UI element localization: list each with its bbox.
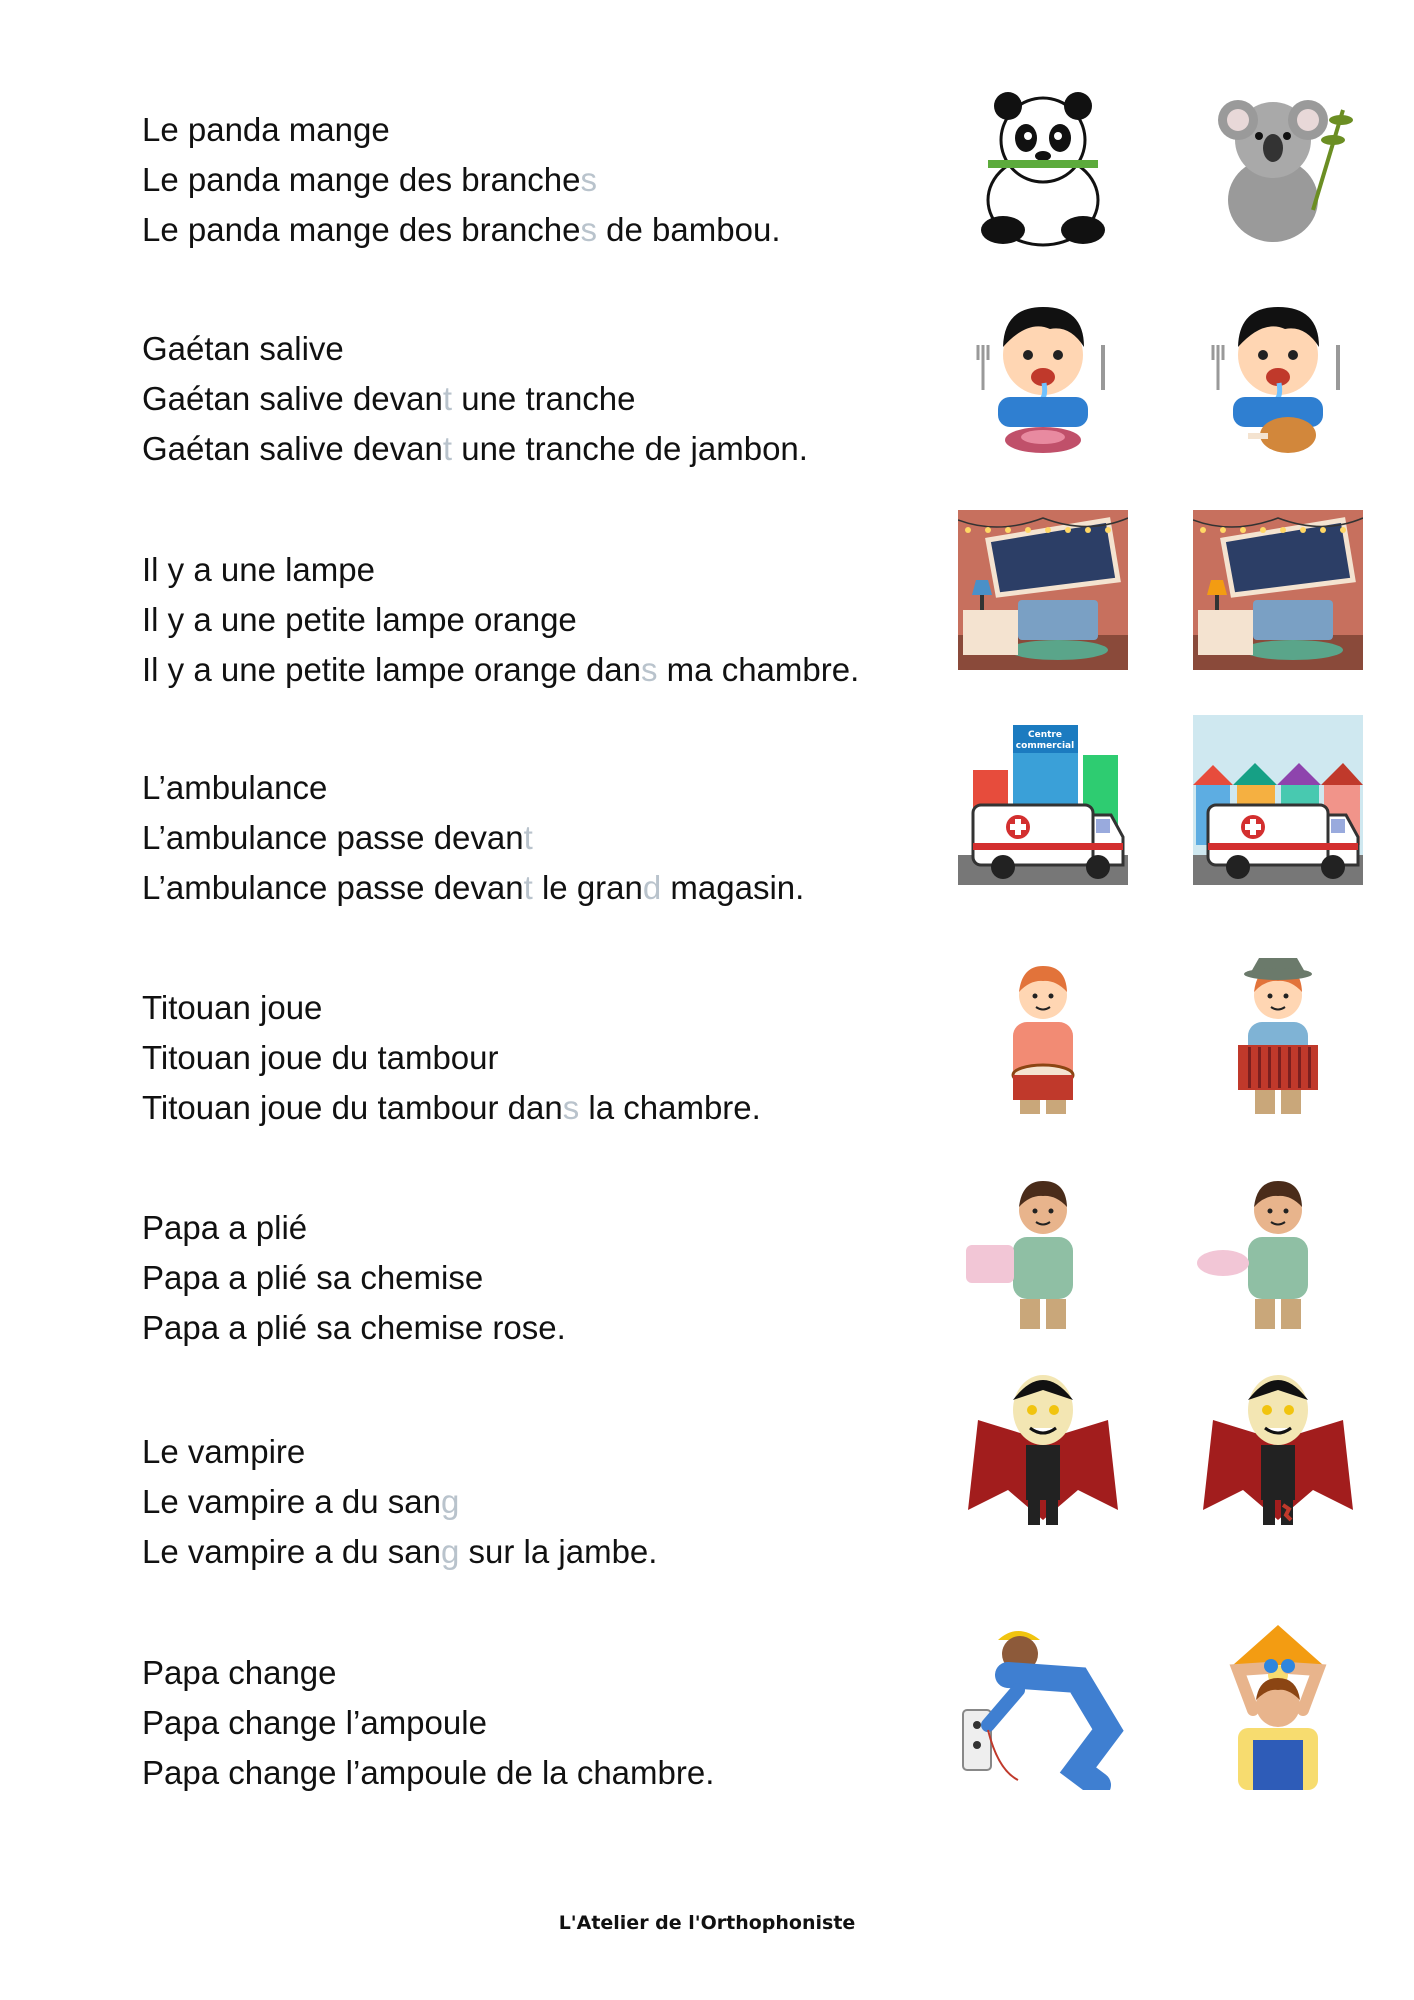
man-holding-pink-sweater-icon: [958, 1165, 1128, 1335]
sentence-group: [142, 545, 902, 695]
svg-text:Centre: Centre: [1028, 730, 1062, 740]
silent-letter: t: [442, 380, 453, 417]
ambulance-shopping-center-icon: [958, 715, 1128, 885]
sentence-text: Papa change: [142, 1654, 337, 1691]
silent-letter: d: [642, 869, 662, 906]
sentence-text: de bambou.: [597, 211, 781, 248]
sentence-text: Papa a plié sa chemise: [142, 1259, 484, 1296]
vampire-icon: [958, 1360, 1128, 1530]
sentence-text: Le panda mange: [142, 111, 390, 148]
silent-letter: t: [523, 819, 533, 856]
sentence-text: L’ambulance: [142, 769, 328, 806]
sentence-line: [142, 1648, 902, 1698]
sentence-text: Gaétan salive devan: [142, 380, 443, 417]
sentence-group: [142, 763, 902, 913]
sentence-text: L’ambulance passe devan: [142, 819, 524, 856]
sentence-text: Le vampire: [142, 1433, 306, 1470]
svg-text:commercial: commercial: [1015, 741, 1075, 751]
boy-drooling-ham-icon: [958, 285, 1128, 455]
sentence-group: [142, 324, 902, 474]
sentence-text: Le panda mange des branche: [142, 211, 581, 248]
sentence-line: [142, 105, 902, 155]
sentence-text: le gran: [532, 869, 643, 906]
sentence-text: Papa change l’ampoule de la chambre.: [142, 1754, 715, 1791]
bedroom-orange-lamp-icon: [1193, 500, 1363, 670]
sentence-text: la chambre.: [579, 1089, 761, 1126]
sentence-text: Titouan joue: [142, 989, 323, 1026]
sentence-text: Gaétan salive: [142, 330, 344, 367]
man-changing-bulb-icon: [1193, 1620, 1363, 1790]
sentence-line: [142, 374, 902, 424]
sentence-text: Le panda mange des branche: [142, 161, 581, 198]
sentence-line: [142, 1427, 902, 1477]
silent-letter: g: [441, 1533, 460, 1570]
silent-letter: s: [580, 161, 598, 198]
silent-letter: t: [442, 430, 453, 467]
sentence-text: une tranche: [452, 380, 636, 417]
sentence-line: [142, 155, 902, 205]
boy-drooling-chicken-leg-icon: [1193, 285, 1363, 455]
sentence-line: [142, 863, 902, 913]
sentence-line: [142, 983, 902, 1033]
sentence-line: [142, 1748, 902, 1798]
sentence-text: Papa change l’ampoule: [142, 1704, 487, 1741]
sentence-line: [142, 813, 902, 863]
sentence-line: [142, 763, 902, 813]
boy-playing-accordion-icon: [1193, 950, 1363, 1120]
silent-letter: s: [580, 211, 598, 248]
sentence-text: Le vampire a du san: [142, 1483, 442, 1520]
silent-letter: s: [562, 1089, 580, 1126]
silent-letter: t: [523, 869, 533, 906]
sentence-text: Papa a plié sa chemise rose.: [142, 1309, 566, 1346]
sentence-line: [142, 595, 902, 645]
sentence-line: [142, 1033, 902, 1083]
sentence-text: Gaétan salive devan: [142, 430, 443, 467]
silent-letter: g: [441, 1483, 460, 1520]
boy-playing-drum-icon: [958, 950, 1128, 1120]
sentence-text: sur la jambe.: [459, 1533, 658, 1570]
man-holding-pink-shirt-icon: [1193, 1165, 1363, 1335]
sentence-line: [142, 324, 902, 374]
sentence-line: [142, 424, 902, 474]
sentence-text: ma chambre.: [657, 651, 860, 688]
sentence-line: [142, 1203, 902, 1253]
electrician-at-outlet-icon: [958, 1620, 1128, 1790]
sentence-text: une tranche de jambon.: [452, 430, 808, 467]
sentence-text: Le vampire a du san: [142, 1533, 442, 1570]
sentence-line: [142, 1527, 902, 1577]
sentence-line: [142, 1698, 902, 1748]
sentence-text: Il y a une lampe: [142, 551, 375, 588]
sentence-text: Il y a une petite lampe orange dan: [142, 651, 642, 688]
sentence-group: [142, 1203, 902, 1353]
sentence-text: magasin.: [661, 869, 805, 906]
sentence-line: [142, 1303, 902, 1353]
sentence-line: [142, 1477, 902, 1527]
vampire-blood-on-leg-icon: [1193, 1360, 1363, 1530]
panda-eating-bamboo-icon: [958, 80, 1128, 250]
ambulance-houses-icon: [1193, 715, 1363, 885]
sentence-text: Papa a plié: [142, 1209, 308, 1246]
sentence-line: [142, 645, 902, 695]
sentence-line: [142, 205, 902, 255]
sentence-group: [142, 983, 902, 1133]
sentence-line: [142, 1253, 902, 1303]
footer-credit: L'Atelier de l'Orthophoniste: [558, 1912, 856, 1934]
bedroom-blue-lamp-icon: [958, 500, 1128, 670]
sentence-text: Il y a une petite lampe orange: [142, 601, 577, 638]
silent-letter: s: [641, 651, 658, 688]
sentence-group: [142, 105, 902, 255]
sentence-line: [142, 545, 902, 595]
sentence-line: [142, 1083, 902, 1133]
sentence-text: Titouan joue du tambour: [142, 1039, 499, 1076]
sentence-text: L’ambulance passe devan: [142, 869, 524, 906]
koala-with-branch-icon: [1193, 80, 1363, 250]
sentence-text: Titouan joue du tambour dan: [142, 1089, 563, 1126]
sentence-group: [142, 1427, 902, 1577]
sentence-group: [142, 1648, 902, 1798]
